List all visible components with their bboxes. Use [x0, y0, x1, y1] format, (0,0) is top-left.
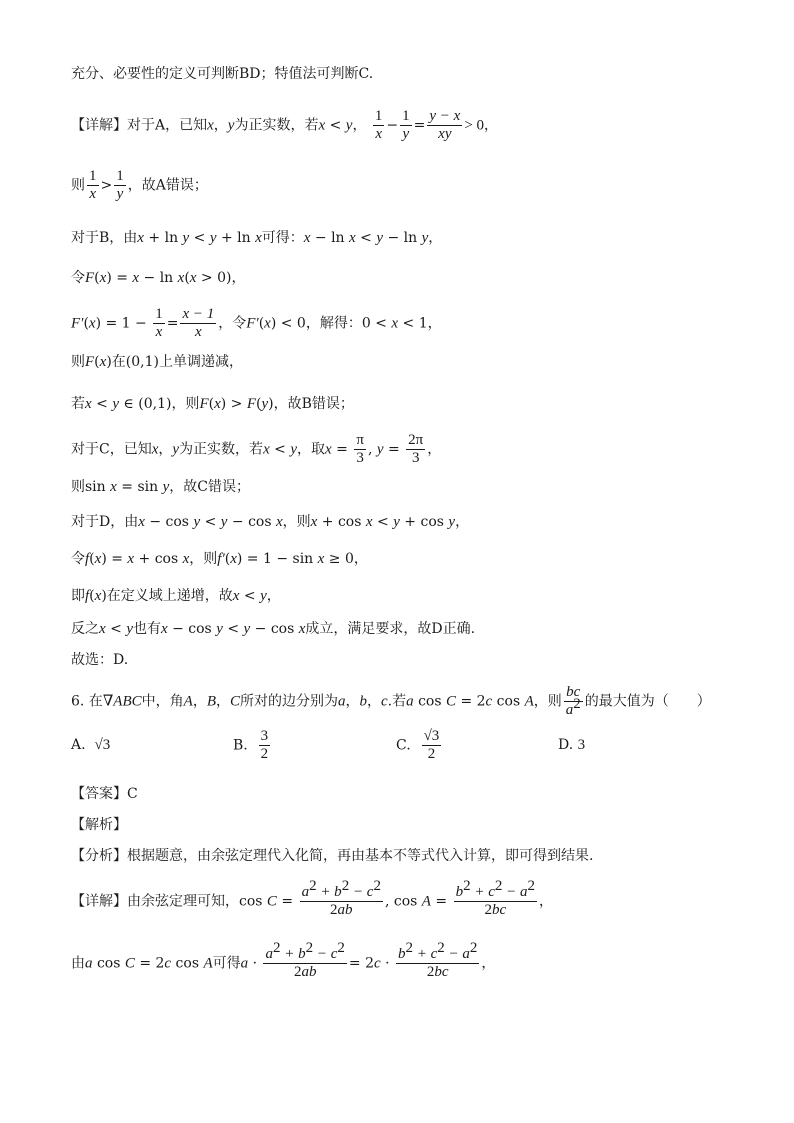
option-d: D. 3 [558, 737, 586, 753]
analysis-line: 【分析】根据题意，由余弦定理代入化简，再由基本不等式代入计算，即可得到结果. [71, 848, 594, 864]
text-line: 令F(x) = x − ln x(x > 0)， [71, 270, 246, 286]
text-line: 则sin x = sin y，故C错误； [71, 479, 250, 495]
text-line: 对于B，由x + ln y < y + ln x可得：x − ln x < y − ln y， [71, 230, 443, 246]
text-line: 则 $\frac{1}{x}$ > $\frac{1}{y}$ ，故A错误； [71, 168, 208, 202]
text-line: 充分、必要性的定义可判断BD；特值法可判断C. [71, 66, 374, 82]
text-line: 对于C，已知x，y为正实数，若x < y，取x = $\frac{\pi}{3}$ , y = $\frac{2\pi}{3}$ ， [71, 432, 442, 466]
text-line: 令f(x) = x + cos x，则f′(x) = 1 − sin x ≥ 0， [71, 551, 368, 567]
detail-line: 【详解】由余弦定理可知，cos C = $\frac{a^2 + b^2 - c^2}{2ab}$ , cos A = $\frac{b^2 + c^2 - a^2}{2bc}$ ， [71, 878, 553, 918]
answer-value: C [127, 786, 138, 802]
text-line: 【详解】对于A，已知x，y为正实数，若x < y， $\frac{1}{x}$ − $\frac{1}{y}$ = $\frac{y - x}{xy}$ > 0， [71, 108, 499, 142]
text-line: 对于D，由x − cos y < y − cos x，则x + cos x < y + cos y， [71, 514, 470, 530]
option-a: A. √3 [71, 737, 111, 753]
detail-line-2: 由a cos C = 2c cos A可得a · $\frac{a^2 + b^2 - c^2}{2ab}$ = 2c · $\frac{b^2 + c^2 - a^2}{2bc}$ ， [71, 940, 496, 980]
option-b: B. $\frac{3}{2}$ [233, 728, 269, 762]
text-line: F′(x) = 1 − $\frac{1}{x}$ = $\frac{x - 1}{x}$ ，令F′(x) < 0，解得：0 < x < 1， [71, 306, 442, 340]
question-6: 6. 在∇ABC中，角A，B，C所对的边分别为a，b，c.若a cos C = 2c cos A，则 $\frac{bc}{a^2}$ 的最大值为（ ） [71, 684, 711, 718]
analysis-heading: 【解析】 [71, 817, 127, 833]
answer-tag: 【答案】 [71, 786, 127, 802]
answer-line [71, 784, 138, 804]
option-c: C. $\frac{√3}{2}$ [396, 728, 440, 762]
text-line: 则F(x)在(0,1)上单调递减， [71, 354, 243, 370]
text-line: 故选：D. [71, 652, 129, 668]
detail-tag: 【详解】 [71, 117, 127, 134]
text-line: 即f(x)在定义域上递增，故x < y， [71, 588, 281, 604]
text-line: 反之x < y也有x − cos y < y − cos x成立，满足要求，故D正确. [71, 621, 476, 637]
text-line: 若x < y ∈ (0,1)，则F(x) > F(y)，故B错误； [71, 396, 354, 412]
